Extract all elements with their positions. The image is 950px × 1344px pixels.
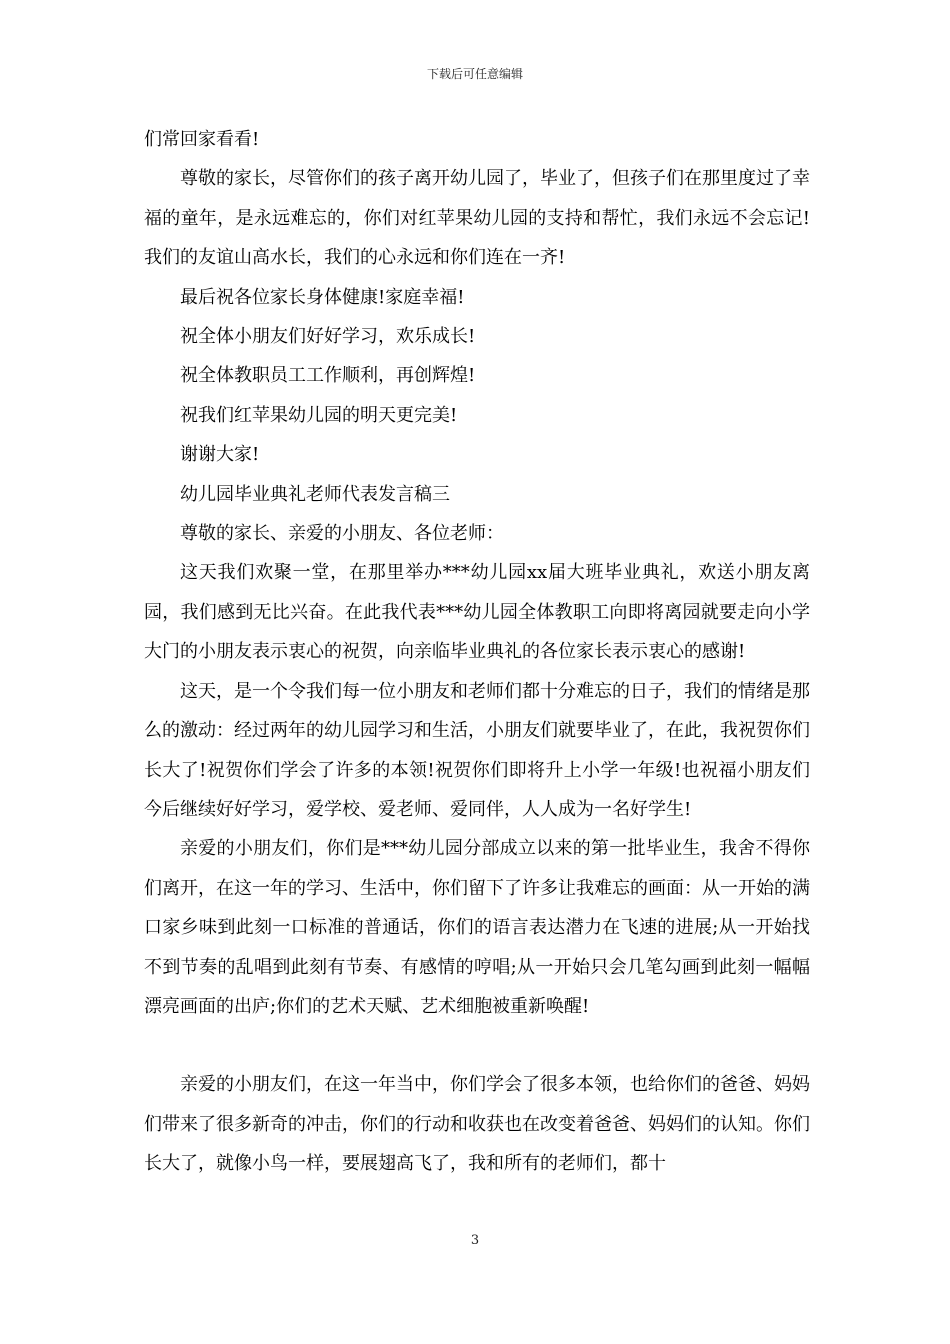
paragraph-wish-kindergarten: 祝我们红苹果幼儿园的明天更完美! [180, 404, 458, 426]
page-number: 3 [470, 1233, 480, 1248]
paragraph-thanks-parents: 尊敬的家长，尽管你们的孩子离开幼儿园了，毕业了，但孩子们在那里度过了幸福的童年，是永远难忘的，你们对红苹果幼儿园的支持和帮忙，我们永远不会忘记!我们的友谊山高水长，我们的心永远和你们连在一齐! [144, 168, 810, 269]
paragraph-gap [144, 1026, 810, 1065]
paragraph-growth: 亲爱的小朋友们，在这一年当中，你们学会了很多本领，也给你们的爸爸、妈妈们带来了很多新奇的冲击，你们的行动和收获也在改变着爸爸、妈妈们的认知。你们长大了，就像小鸟一样，要展翅高飞了，我和所有的老师们，都十 [144, 1074, 810, 1175]
paragraph-congratulations: 这天，是一个令我们每一位小朋友和老师们都十分难忘的日子，我们的情绪是那么的激动：经过两年的幼儿园学习和生活，小朋友们就要毕业了，在此，我祝贺你们长大了!祝贺你们学会了许多的本领!祝贺你们即将升上小学一年级!也祝福小朋友们今后继续好好学习，爱学校、爱老师、爱同伴，人人成为一名好学生! [144, 680, 810, 820]
paragraph-salutation: 尊敬的家长、亲爱的小朋友、各位老师： [180, 523, 504, 545]
paragraph-wish-staff: 祝全体教职员工工作顺利，再创辉煌! [180, 365, 476, 387]
document-body [144, 120, 810, 1184]
section-title: 幼儿园毕业典礼老师代表发言稿三 [180, 483, 450, 505]
paragraph-memories: 亲爱的小朋友们，你们是***幼儿园分部成立以来的第一批毕业生，我舍不得你们离开，在这一年的学习、生活中，你们留下了许多让我难忘的画面：从一开始的满口家乡味到此刻一口标准的普通话，你们的语言表达潜力在飞速的进展;从一开始找不到节奏的乱唱到此刻有节奏、有感情的哼唱;从一开始只会几笔勾画到此刻一幅幅漂亮画面的出庐;你们的艺术天赋、艺术细胞被重新唤醒! [144, 838, 810, 1017]
paragraph-opening: 这天我们欢聚一堂，在那里举办***幼儿园xx届大班毕业典礼，欢送小朋友离园，我们感到无比兴奋。在此我代表***幼儿园全体教职工向即将离园就要走向小学大门的小朋友表示衷心的祝贺，向亲临毕业典礼的各位家长表示衷心的感谢! [144, 562, 810, 663]
paragraph-continuation: 们常回家看看! [144, 129, 260, 150]
paragraph-wish-parents: 最后祝各位家长身体健康!家庭幸福! [180, 286, 465, 308]
paragraph-thank-you: 谢谢大家! [180, 444, 260, 466]
paragraph-wish-children: 祝全体小朋友们好好学习，欢乐成长! [180, 326, 476, 348]
page-header: 下载后可任意编辑 [426, 67, 523, 81]
